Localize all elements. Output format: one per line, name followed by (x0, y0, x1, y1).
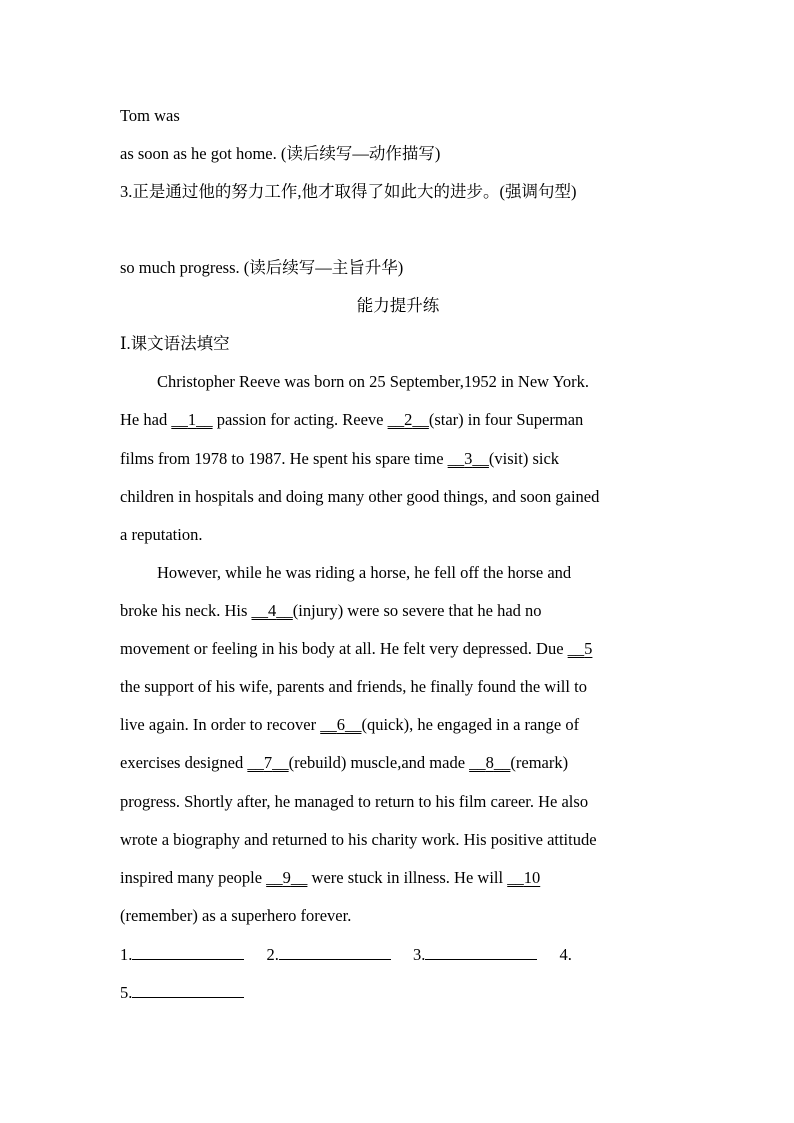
blank-2[interactable]: __2__ (387, 410, 429, 429)
passage-line: live again. In order to recover __6__(quick), he engaged in a range of (120, 715, 580, 734)
passage-line: Christopher Reeve was born on 25 September,1952 in New York. (157, 372, 589, 391)
passage-line: inspired many people __9__ were stuck in illness. He will __10 (120, 868, 541, 887)
blank-1[interactable]: __1__ (171, 410, 213, 429)
passage-line: progress. Shortly after, he managed to return to his film career. He also (120, 792, 589, 811)
item-3-prompt: 3.正是通过他的努力工作,他才取得了如此大的进步。(强调句型) (120, 182, 577, 201)
section-title: 能力提升练 (356, 296, 440, 315)
passage-line: a reputation. (120, 525, 203, 544)
prev-line-2: as soon as he got home. (读后续写—动作描写) (120, 144, 441, 163)
blank-9[interactable]: __9__ (266, 868, 308, 887)
passage-line: He had __1__ passion for acting. Reeve __2__(star) in four Superman (120, 410, 584, 429)
answer-4[interactable]: 4. (559, 945, 572, 964)
prev-line-4: so much progress. (读后续写—主旨升华) (120, 258, 404, 277)
prev-line-1: Tom was (120, 106, 180, 125)
blank-6[interactable]: __6__ (320, 715, 362, 734)
answer-5[interactable]: 5. (120, 982, 244, 1003)
answer-3[interactable]: 3. (413, 944, 537, 965)
answer-row (120, 982, 244, 1003)
blank-7[interactable]: __7__ (247, 753, 289, 772)
passage-line: (remember) as a superhero forever. (120, 906, 352, 925)
passage-line: movement or feeling in his body at all. He felt very depressed. Due __5 (120, 639, 593, 658)
passage-line: broke his neck. His __4__(injury) were so severe that he had no (120, 601, 542, 620)
answer-row (120, 944, 572, 965)
answer-1[interactable]: 1. (120, 944, 244, 965)
passage-line: children in hospitals and doing many other good things, and soon gained (120, 487, 600, 506)
blank-8[interactable]: __8__ (469, 753, 511, 772)
blank-4[interactable]: __4__ (251, 601, 293, 620)
blank-3[interactable]: __3__ (447, 449, 489, 468)
part-title: Ⅰ.课文语法填空 (120, 334, 230, 353)
passage-line: wrote a biography and returned to his charity work. His positive attitude (120, 830, 597, 849)
passage-line: films from 1978 to 1987. He spent his spare time __3__(visit) sick (120, 449, 560, 468)
blank-10[interactable]: __10 (507, 868, 541, 887)
passage-line: However, while he was riding a horse, he fell off the horse and (157, 563, 572, 582)
answer-2[interactable]: 2. (267, 944, 391, 965)
passage-line: exercises designed __7__(rebuild) muscle,and made __8__(remark) (120, 753, 569, 772)
passage-line: the support of his wife, parents and friends, he finally found the will to (120, 677, 587, 696)
blank-5[interactable]: __5 (567, 639, 593, 658)
